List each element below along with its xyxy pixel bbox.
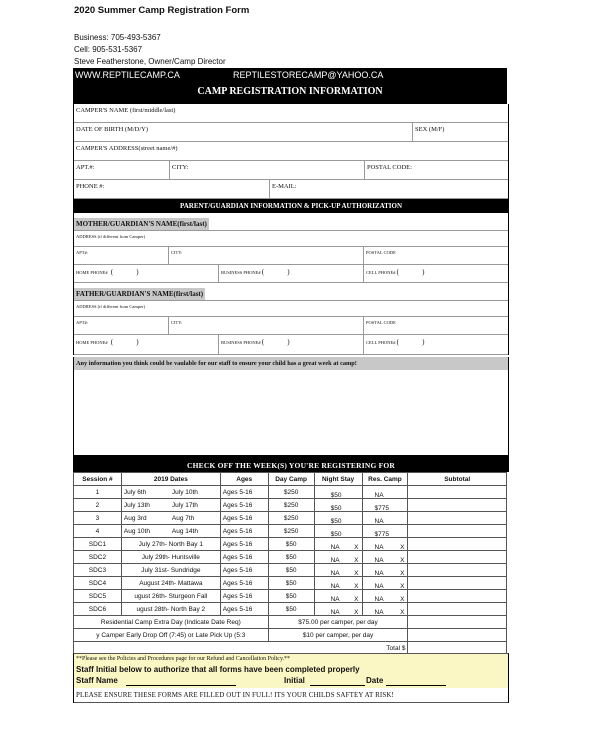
safety-warning: PLEASE ENSURE THESE FORMS ARE FILLED OUT IN FULL! ITS YOUR CHILDS SAFTEY AT RISK! xyxy=(74,688,508,703)
res-price: NA xyxy=(374,518,384,525)
section-title-registration: CAMP REGISTRATION INFORMATION xyxy=(197,86,383,97)
session-cell: 1 xyxy=(74,486,122,499)
dob-label: DATE OF BIRTH (M/D/Y) xyxy=(76,126,149,133)
mother-cell-phone xyxy=(363,265,508,282)
night-price: $50 xyxy=(330,492,342,499)
mother-phones-row[interactable] xyxy=(74,265,508,283)
mother-business-phone xyxy=(218,265,363,282)
subtotal-cell[interactable] xyxy=(408,499,507,512)
subtotal-cell[interactable] xyxy=(408,616,507,629)
info-prompt: Any information you think could be vaulable for our staff to ensure your child has a great week at camp! xyxy=(74,357,508,370)
session-row[interactable] xyxy=(74,499,507,512)
res-x: X xyxy=(400,544,405,551)
session-row[interactable] xyxy=(74,512,507,525)
night-x: X xyxy=(354,570,359,577)
mother-city-label: CITY: xyxy=(168,247,363,264)
extra-charge-row[interactable] xyxy=(74,616,507,629)
res-camp-cell[interactable] xyxy=(362,538,408,551)
paren-open: ( xyxy=(396,338,399,346)
dob-row[interactable] xyxy=(74,123,508,142)
home-phone-label: HOME PHONE# xyxy=(76,270,108,275)
night-stay-cell[interactable] xyxy=(314,525,362,538)
father-block xyxy=(73,283,509,355)
night-x: X xyxy=(354,557,359,564)
staff-signoff-row[interactable] xyxy=(74,675,508,688)
night-x: X xyxy=(354,544,359,551)
father-postal-label: POSTAL CODE xyxy=(363,317,508,334)
paren-open: ( xyxy=(261,338,265,346)
night-price: NA xyxy=(330,583,340,590)
start-date: July 13th xyxy=(123,501,150,509)
dates-cell xyxy=(121,486,220,499)
father-apt-label: APT#: xyxy=(76,320,89,325)
session-cell: SDC5 xyxy=(74,590,122,603)
info-section[interactable] xyxy=(73,357,509,456)
night-stay-cell[interactable] xyxy=(314,564,362,577)
extra-label: Residential Camp Extra Day (Indicate Date Req) xyxy=(74,616,269,629)
res-x: X xyxy=(400,609,405,616)
session-cell: SDC3 xyxy=(74,564,122,577)
dates-cell xyxy=(121,499,220,512)
dates-cell: ugust 28th- North Bay 2 xyxy=(121,603,220,616)
night-stay-cell[interactable] xyxy=(314,499,362,512)
sex-label: SEX (M/F) xyxy=(412,123,508,141)
paren-close: ) xyxy=(136,268,139,276)
city-label: CITY: xyxy=(169,161,364,179)
paren-open: ( xyxy=(110,268,114,276)
ages-cell: Ages 5-16 xyxy=(220,525,268,538)
extra-price: $75.00 per camper, per day xyxy=(268,616,408,629)
res-price: $775 xyxy=(374,505,389,512)
col-subtotal: Subtotal xyxy=(408,473,507,486)
night-price: NA xyxy=(330,596,340,603)
form-title: 2020 Summer Camp Registration Form xyxy=(74,5,250,16)
guardian-section-title: PARENT/GUARDIAN INFORMATION & PICK-UP AUTHORIZATION xyxy=(73,199,509,213)
camper-name-label: CAMPER'S NAME (first/middle/last) xyxy=(76,107,176,114)
dates-cell: July 27th- North Bay 1 xyxy=(121,538,220,551)
session-cell: SDC6 xyxy=(74,603,122,616)
res-price: NA xyxy=(374,557,384,564)
subtotal-cell[interactable] xyxy=(408,512,507,525)
col-dates: 2019 Dates xyxy=(121,473,220,486)
schedule-header-row xyxy=(74,473,507,486)
father-address-row[interactable] xyxy=(74,301,508,317)
night-price: $50 xyxy=(330,505,342,512)
dates-cell: August 24th- Mattawa xyxy=(121,577,220,590)
staff-initial-note: Staff Initial below to authorize that all forms have been completed properly xyxy=(74,664,508,675)
night-price: $50 xyxy=(330,531,342,538)
ages-cell: Ages 5-16 xyxy=(220,564,268,577)
father-home-phone xyxy=(74,335,218,354)
end-date: July 10th xyxy=(171,488,198,496)
subtotal-cell[interactable] xyxy=(408,551,507,564)
session-row[interactable] xyxy=(74,538,507,551)
res-camp-cell[interactable] xyxy=(362,525,408,538)
session-cell: SDC2 xyxy=(74,551,122,564)
night-price: NA xyxy=(330,570,340,577)
date-label: Date xyxy=(366,676,384,685)
weeks-section-title: CHECK OFF THE WEEK(S) YOU'RE REGISTERING FOR xyxy=(73,455,509,472)
night-stay-cell[interactable] xyxy=(314,577,362,590)
father-apt-city-row[interactable] xyxy=(74,317,508,335)
night-price: NA xyxy=(330,609,340,616)
father-address-label: ADDRESS (if different from Camper) xyxy=(76,304,146,309)
mother-address-label: ADDRESS (if different from Camper) xyxy=(76,234,146,239)
res-camp-cell[interactable] xyxy=(362,512,408,525)
session-row[interactable] xyxy=(74,577,507,590)
camper-name-row[interactable] xyxy=(74,104,508,123)
night-price: NA xyxy=(330,544,340,551)
mother-apt-city-row[interactable] xyxy=(74,247,508,265)
email-label: E-MAIL: xyxy=(269,180,508,198)
staff-name-label: Staff Name xyxy=(76,676,118,685)
dates-cell: July 29th- Huntsville xyxy=(121,551,220,564)
dates-cell: ugust 26th- Sturgeon Fall xyxy=(121,590,220,603)
day-camp-cell[interactable]: $250 xyxy=(268,512,314,525)
day-camp-cell[interactable]: $50 xyxy=(268,538,314,551)
session-row[interactable] xyxy=(74,486,507,499)
res-price: NA xyxy=(374,570,384,577)
col-day-camp: Day Camp xyxy=(268,473,314,486)
extra-price: $10 per camper, per day xyxy=(268,629,408,642)
day-camp-cell[interactable]: $250 xyxy=(268,525,314,538)
mother-address-row[interactable] xyxy=(74,231,508,247)
res-x: X xyxy=(400,583,405,590)
session-row[interactable] xyxy=(74,564,507,577)
session-row[interactable] xyxy=(74,551,507,564)
subtotal-cell[interactable] xyxy=(408,603,507,616)
cell-phone: Cell: 905-531-5367 xyxy=(74,45,143,54)
camper-info-section xyxy=(73,104,509,199)
paren-close: ) xyxy=(422,338,425,346)
mother-postal-label: POSTAL CODE xyxy=(363,247,508,264)
start-date: Aug 3rd xyxy=(123,514,147,522)
father-city-label: CITY: xyxy=(168,317,363,334)
res-camp-cell[interactable] xyxy=(362,590,408,603)
col-ages: Ages xyxy=(220,473,268,486)
night-x: X xyxy=(354,609,359,616)
dates-cell: July 31st- Sundridge xyxy=(121,564,220,577)
mother-apt-label: APT#: xyxy=(76,250,89,255)
night-stay-cell[interactable] xyxy=(314,551,362,564)
session-cell: 4 xyxy=(74,525,122,538)
father-name-row[interactable] xyxy=(74,283,508,301)
subtotal-cell[interactable] xyxy=(408,590,507,603)
res-x: X xyxy=(400,596,405,603)
ages-cell: Ages 5-16 xyxy=(220,512,268,525)
res-price: $775 xyxy=(374,531,389,538)
col-night-stay: Night Stay xyxy=(314,473,362,486)
session-cell: 3 xyxy=(74,512,122,525)
subtotal-cell[interactable] xyxy=(408,525,507,538)
night-stay-cell[interactable] xyxy=(314,603,362,616)
website-header xyxy=(73,68,507,104)
res-camp-cell[interactable] xyxy=(362,564,408,577)
col-res-camp: Res. Camp xyxy=(362,473,408,486)
ages-cell: Ages 5-16 xyxy=(220,499,268,512)
initial-label: Initial xyxy=(284,676,305,685)
res-camp-cell[interactable] xyxy=(362,603,408,616)
col-session: Session # xyxy=(74,473,122,486)
policy-note: **Please see the Policies and Procedures page for our Refund and Cancellation Policy.** xyxy=(74,654,508,664)
father-phones-row[interactable] xyxy=(74,335,508,355)
postal-code-label: POSTAL CODE: xyxy=(364,161,508,179)
res-price: NA xyxy=(374,544,384,551)
business-phone: Business: 705-493-5367 xyxy=(74,33,161,42)
res-camp-cell[interactable] xyxy=(362,486,408,499)
session-cell: SDC1 xyxy=(74,538,122,551)
ages-cell: Ages 5-16 xyxy=(220,551,268,564)
staff-name-line[interactable] xyxy=(126,676,236,686)
res-price: NA xyxy=(374,596,384,603)
phone-label: PHONE #: xyxy=(76,183,105,190)
ages-cell: Ages 5-16 xyxy=(220,603,268,616)
res-price: NA xyxy=(374,492,384,499)
initial-line[interactable] xyxy=(310,676,365,686)
paren-open: ( xyxy=(396,268,399,276)
apt-city-postal-row[interactable] xyxy=(74,161,508,180)
night-x: X xyxy=(354,583,359,590)
mother-name-label: MOTHER/GUARDIAN'S NAME(first/last) xyxy=(76,220,207,228)
dates-cell xyxy=(121,512,220,525)
father-business-phone xyxy=(218,335,363,354)
apt-label: APT.#: xyxy=(76,164,95,171)
res-x: X xyxy=(400,570,405,577)
day-camp-cell[interactable]: $50 xyxy=(268,551,314,564)
day-camp-cell[interactable]: $250 xyxy=(268,486,314,499)
end-date: Aug 14th xyxy=(171,527,198,535)
date-line[interactable] xyxy=(386,676,446,686)
business-phone-label: BUSINESS PHONE# xyxy=(221,270,261,275)
subtotal-cell[interactable] xyxy=(408,538,507,551)
ages-cell: Ages 5-16 xyxy=(220,577,268,590)
start-date: July 6th xyxy=(123,488,147,496)
footer-notes xyxy=(73,653,509,703)
night-price: $50 xyxy=(330,518,342,525)
res-price: NA xyxy=(374,583,384,590)
extra-charge-row[interactable] xyxy=(74,629,507,642)
end-date: Aug 7th xyxy=(171,514,195,522)
night-stay-cell[interactable] xyxy=(314,590,362,603)
paren-open: ( xyxy=(261,268,265,276)
subtotal-cell[interactable] xyxy=(408,629,507,642)
schedule-table xyxy=(73,472,507,655)
res-price: NA xyxy=(374,609,384,616)
subtotal-cell[interactable] xyxy=(408,486,507,499)
night-price: NA xyxy=(330,557,340,564)
session-row[interactable] xyxy=(74,590,507,603)
night-stay-cell[interactable] xyxy=(314,538,362,551)
ages-cell: Ages 5-16 xyxy=(220,538,268,551)
paren-close: ) xyxy=(287,338,290,346)
mother-block xyxy=(73,213,509,283)
schedule-table-wrap xyxy=(73,472,509,655)
camper-address-row[interactable] xyxy=(74,142,508,161)
day-camp-cell[interactable]: $250 xyxy=(268,499,314,512)
session-row[interactable] xyxy=(74,603,507,616)
cell-phone-label: CELL PHONE# xyxy=(366,270,396,275)
paren-close: ) xyxy=(136,338,139,346)
cell-phone-label: CELL PHONE# xyxy=(366,340,396,345)
res-camp-cell[interactable] xyxy=(362,499,408,512)
session-row[interactable] xyxy=(74,525,507,538)
camper-address-label: CAMPER'S ADDRESS(street name/#) xyxy=(76,145,178,152)
session-cell: SDC4 xyxy=(74,577,122,590)
res-camp-cell[interactable] xyxy=(362,577,408,590)
day-camp-cell[interactable]: $50 xyxy=(268,564,314,577)
day-camp-cell[interactable]: $50 xyxy=(268,577,314,590)
father-cell-phone xyxy=(363,335,508,354)
business-phone-label: BUSINESS PHONE# xyxy=(221,340,261,345)
mother-home-phone xyxy=(74,265,218,282)
paren-close: ) xyxy=(287,268,290,276)
ages-cell: Ages 5-16 xyxy=(220,486,268,499)
session-cell: 2 xyxy=(74,499,122,512)
subtotal-cell[interactable] xyxy=(408,564,507,577)
res-x: X xyxy=(400,557,405,564)
home-phone-label: HOME PHONE# xyxy=(76,340,108,345)
phone-email-row[interactable] xyxy=(74,180,508,199)
paren-close: ) xyxy=(422,268,425,276)
extra-label: y Camper Early Drop Off (7:45) or Late Pick Up (5:3 xyxy=(74,629,269,642)
start-date: Aug 10th xyxy=(123,527,150,535)
night-x: X xyxy=(354,596,359,603)
website-link[interactable]: WWW.REPTILECAMP.CA xyxy=(75,70,180,80)
paren-open: ( xyxy=(110,338,114,346)
father-name-label: FATHER/GUARDIAN'S NAME(first/last) xyxy=(76,290,204,298)
night-stay-cell[interactable] xyxy=(314,486,362,499)
director-name: Steve Featherstone, Owner/Camp Director xyxy=(74,57,226,66)
total-label: Total $ xyxy=(74,642,408,655)
day-camp-cell[interactable]: $50 xyxy=(268,590,314,603)
dates-cell xyxy=(121,525,220,538)
email-link[interactable]: REPTILESTORECAMP@YAHOO.CA xyxy=(233,70,384,80)
res-camp-cell[interactable] xyxy=(362,551,408,564)
night-stay-cell[interactable] xyxy=(314,512,362,525)
day-camp-cell[interactable]: $50 xyxy=(268,603,314,616)
mother-name-row[interactable] xyxy=(74,213,508,231)
end-date: July 17th xyxy=(171,501,198,509)
ages-cell: Ages 5-16 xyxy=(220,590,268,603)
subtotal-cell[interactable] xyxy=(408,577,507,590)
